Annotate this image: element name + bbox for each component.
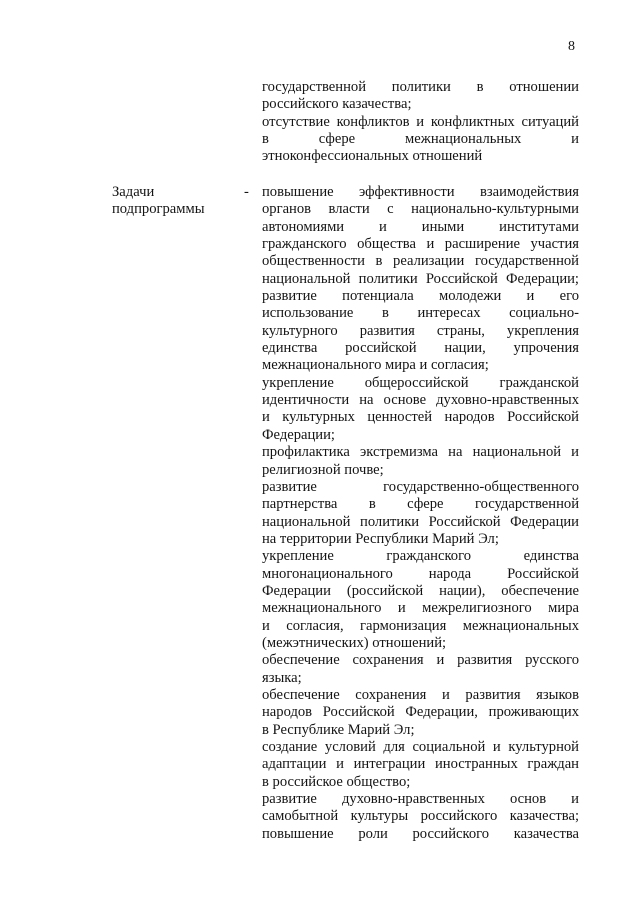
- text-line: единства российской нации, упрочения: [262, 340, 579, 357]
- text-line: обеспечение сохранения и развития языков: [262, 686, 579, 703]
- text-line: самобытной культуры российского казачества;: [262, 808, 579, 825]
- text-line: национальной политики Российской Федерации;: [262, 270, 579, 287]
- text-line: государственной политики в отношении: [262, 79, 579, 95]
- text-line: повышение роли российского казачества: [262, 825, 579, 842]
- text-line: языка;: [262, 669, 302, 686]
- text-line: в российское общество;: [262, 773, 411, 790]
- text-line: народов Российской Федерации, проживающих: [262, 704, 579, 721]
- text-line: межнационального и межрелигиозного мира: [262, 600, 579, 617]
- text-line: и согласия, гармонизация межнациональных: [262, 617, 579, 634]
- text-line: гражданского общества и расширение участия: [262, 236, 579, 253]
- section-dash: -: [244, 184, 249, 200]
- text-line: (межэтнических) отношений;: [262, 634, 447, 651]
- text-line: культурного развития страны, укрепления: [262, 322, 579, 339]
- text-line: в сфере межнациональных и: [262, 131, 579, 148]
- text-line: адаптации и интеграции иностранных граждан: [262, 756, 579, 773]
- section-label-line: подпрограммы: [112, 201, 205, 218]
- text-line: создание условий для социальной и культурной: [262, 739, 579, 755]
- text-line: этноконфессиональных отношений: [262, 148, 483, 165]
- text-line: органов власти с национально-культурными: [262, 201, 579, 218]
- section-label-line: Задачи: [112, 184, 155, 200]
- text-line: на территории Республики Марий Эл;: [262, 530, 499, 547]
- text-line: отсутствие конфликтов и конфликтных ситуаций: [262, 113, 579, 130]
- text-line: общественности в реализации государственной: [262, 253, 579, 270]
- page-number: 8: [568, 39, 575, 54]
- text-line: укрепление общероссийской гражданской: [262, 374, 579, 391]
- intro-text-block: [262, 79, 579, 166]
- text-line: межнационального мира и согласия;: [262, 357, 489, 374]
- text-line: в Республике Марий Эл;: [262, 721, 415, 738]
- section-label: [112, 184, 252, 219]
- text-line: обеспечение сохранения и развития русского: [262, 652, 579, 669]
- text-line: повышение эффективности взаимодействия: [262, 184, 579, 200]
- text-line: многонационального народа Российской: [262, 565, 579, 582]
- text-line: развитие государственно-общественного: [262, 478, 579, 495]
- text-line: российского казачества;: [262, 96, 412, 113]
- text-line: развитие потенциала молодежи и его: [262, 288, 579, 305]
- text-line: использование в интересах социально-: [262, 305, 579, 322]
- text-line: Федерации (российской нации), обеспечение: [262, 582, 579, 599]
- text-line: профилактика экстремизма на национальной и: [262, 444, 579, 461]
- text-line: идентичности на основе духовно-нравственных: [262, 392, 579, 409]
- text-line: партнерства в сфере государственной: [262, 496, 579, 513]
- text-line: автономиями и иными институтами: [262, 218, 579, 235]
- text-line: национальной политики Российской Федерации: [262, 513, 579, 530]
- text-line: и культурных ценностей народов Российской: [262, 409, 579, 426]
- text-line: развитие духовно-нравственных основ и: [262, 791, 579, 808]
- text-line: Федерации;: [262, 426, 335, 443]
- text-line: укрепление гражданского единства: [262, 548, 579, 565]
- tasks-text-block: [262, 184, 579, 843]
- text-line: религиозной почве;: [262, 461, 384, 478]
